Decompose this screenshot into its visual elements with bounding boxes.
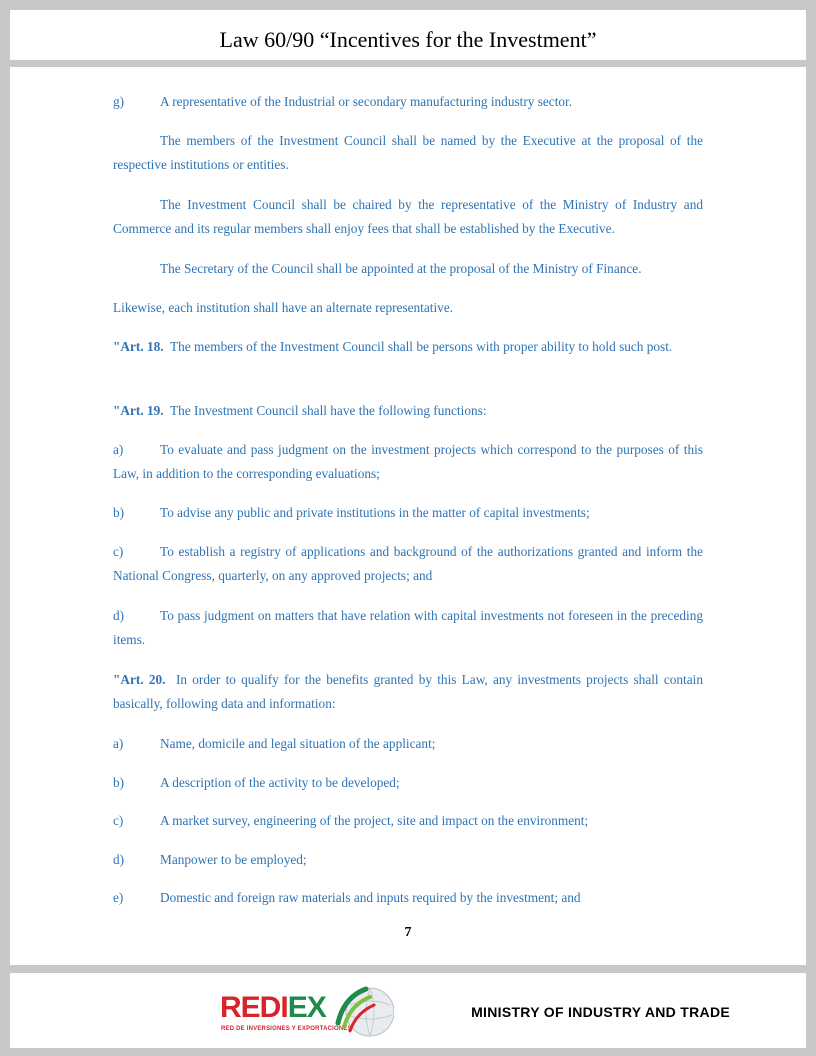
list-item-text: To evaluate and pass judgment on the investment projects which correspond to the purposes of this Law, in addition to the corresponding evaluations; <box>113 442 703 481</box>
paragraph: The members of the Investment Council shall be named by the Executive at the proposal of the respective institutions or entities. <box>113 133 703 172</box>
list-item-text: Domestic and foreign raw materials and inputs required by the investment; and <box>160 890 581 905</box>
rediex-logo <box>220 981 396 1043</box>
list-item-label: g) <box>113 94 125 109</box>
paragraph: Likewise, each institution shall have an alternate representative. <box>113 300 454 315</box>
list-item-label: d) <box>113 608 125 623</box>
list-item-label: b) <box>113 505 125 520</box>
list-item <box>113 732 703 756</box>
document-title: Law 60/90 “Incentives for the Investment” <box>219 27 597 52</box>
list-item <box>113 809 703 833</box>
article-text: In order to qualify for the benefits granted by this Law, any investments projects shall contain basically, following data and information: <box>113 672 703 711</box>
list-item-label: d) <box>113 852 125 867</box>
list-item <box>113 501 703 525</box>
list-item-text: To advise any public and private institutions in the matter of capital investments; <box>160 505 590 520</box>
list-item-g <box>113 90 703 114</box>
list-item-label: b) <box>113 775 125 790</box>
header-bar <box>10 10 806 60</box>
list-item <box>113 540 703 588</box>
list-item-text: A market survey, engineering of the project, site and impact on the environment; <box>160 813 589 828</box>
logo-wordmark: REDIEX <box>220 991 326 1024</box>
footer-bar <box>10 973 806 1048</box>
document-page <box>10 67 806 965</box>
globe-icon <box>332 983 394 1041</box>
list-item-text: To establish a registry of applications and background of the authorizations granted and inform the National Congress, quarterly, on any approved projects; and <box>113 544 703 583</box>
list-item <box>113 848 703 872</box>
list-item-label: a) <box>113 442 124 457</box>
article-18 <box>113 335 703 359</box>
article-label: "Art. 19. <box>113 403 164 418</box>
list-item-text: A description of the activity to be developed; <box>160 775 400 790</box>
page-number: 7 <box>404 925 412 940</box>
list-item-text: A representative of the Industrial or secondary manufacturing industry sector. <box>160 94 573 109</box>
list-item <box>113 438 703 486</box>
article-19 <box>113 399 703 423</box>
paragraph: The Secretary of the Council shall be appointed at the proposal of the Ministry of Finance. <box>160 261 642 276</box>
list-item <box>113 604 703 652</box>
article-20 <box>113 668 703 716</box>
list-item <box>113 886 703 910</box>
list-item-text: Manpower to be employed; <box>160 852 307 867</box>
article-text: The Investment Council shall have the following functions: <box>170 403 487 418</box>
article-text: The members of the Investment Council shall be persons with proper ability to hold such post. <box>170 339 673 354</box>
list-item-label: e) <box>113 890 124 905</box>
list-item-label: c) <box>113 813 124 828</box>
paragraph: The Investment Council shall be chaired by the representative of the Ministry of Industry and Commerce and its regular members shall enjoy fees that shall be established by the Executive. <box>113 197 703 236</box>
article-label: "Art. 18. <box>113 339 164 354</box>
logo-subtitle: RED DE INVERSIONES Y EXPORTACIONES <box>221 1026 352 1032</box>
list-item-text: Name, domicile and legal situation of the applicant; <box>160 736 436 751</box>
article-label: "Art. 20. <box>113 672 166 687</box>
list-item-label: c) <box>113 544 124 559</box>
list-item-text: To pass judgment on matters that have relation with capital investments not foreseen in the preceding items. <box>113 608 703 647</box>
ministry-name: MINISTRY OF INDUSTRY AND TRADE <box>471 1004 730 1020</box>
list-item-label: a) <box>113 736 124 751</box>
list-item <box>113 771 703 795</box>
